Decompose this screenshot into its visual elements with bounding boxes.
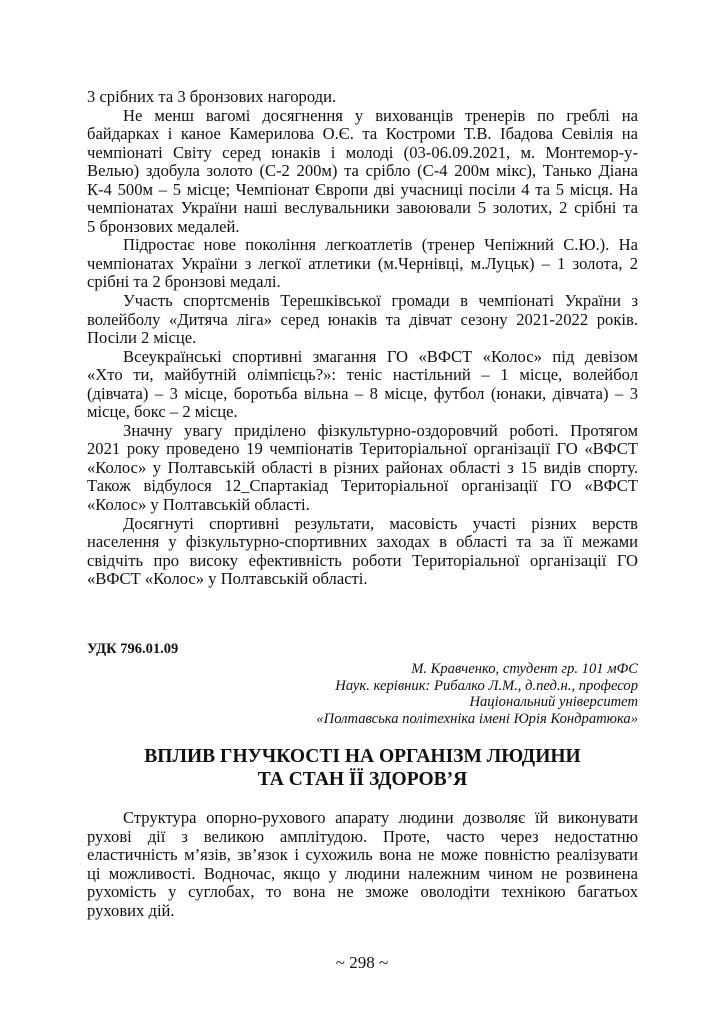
article-title [87,745,638,791]
text-line: срібні та 2 бронзові медалі. [87,273,281,292]
page-number: ~ 298 ~ [335,953,389,972]
body-text-top [87,88,638,589]
paragraph [87,236,638,292]
text-line: 5 бронзових медалей. [87,217,240,236]
text-line: «ВФСТ «Колос» у Полтавській області. [87,570,368,589]
body-text-bottom [87,809,638,920]
text-line: чемпіонатах України з легкої атлетики (м.Чернівці, м.Луцьк) – 1 золота, 2 [87,254,638,273]
text-line: 2021 року проведено 19 чемпіонатів Територіальної організації ГО «ВФСТ [87,440,638,459]
text-line: Структура опорно-рухового апарату людини дозволяє їй виконувати [123,809,638,827]
udk-code: УДК 796.01.09 [87,641,179,657]
text-line: «Колос» у Полтавській області. [87,496,310,515]
paragraph [87,292,638,348]
text-line: Також відбулося 12_Спартакіад Територіальної організації ГО «ВФСТ [87,477,638,496]
paragraph [87,515,638,589]
text-line: байдарках і каное Камерилова О.Є. та Костроми Т.В. Ібадова Севілія на [87,125,638,144]
text-line: (дівчата) – 3 місце, боротьба вільна – 8 місце, футбол (юнаки, дівчата) – 3 [87,384,638,403]
text-line: свідчіть про високу ефективність роботи Територіальної організації ГО [87,551,638,570]
text-line: рухомість у суглобах, то вона не зможе оволодіти технікою багатьох [87,883,638,902]
supervisor-line: Наук. керівник: Рибалко Л.М., д.пед.н., професор [335,677,638,694]
text-line: «Колос» у Полтавській області в різних районах області з 15 видів спорту. [87,458,638,477]
university-name-line: «Полтавська політехніка імені Юрія Кондратюка» [316,710,638,727]
text-line: К-4 500м – 5 місце; Чемпіонат Європи дві учасниці посіли 4 та 5 місця. На [87,180,638,199]
text-line: рухових дій. [87,901,175,920]
text-line: волейболу «Дитяча ліга» серед юнаків та дівчат сезону 2021-2022 років. [87,310,638,329]
text-line: рухові дії з великою амплітудою. Проте, часто через недостатню [87,827,638,846]
paragraph [87,348,638,422]
text-line: місце, бокс – 2 місце. [87,403,238,422]
text-line: Підростає нове покоління легкоатлетів (тренер Чепіжний С.Ю.). На [123,236,638,255]
text-line: чемпіонатах України наші веслувальники завоювали 5 золотих, 2 срібні та [87,199,638,218]
text-line: чемпіонаті Світу серед юнаків і молоді (03-06.09.2021, м. Монтемор-у- [87,143,638,162]
university-line: Національний університет [469,694,638,710]
text-line: «Хто ти, майбутній олімпієць?»: теніс настільний – 1 місце, волейбол [87,366,638,385]
text-line: населення у фізкультурно-спортивних заходах в області та за її межами [87,533,638,552]
author-line: М. Кравченко, студент гр. 101 мФС [411,661,638,677]
title-line: ВПЛИВ ГНУЧКОСТІ НА ОРГАНІЗМ ЛЮДИНИ [144,746,581,767]
text-line: Досягнуті спортивні результати, масовість участі різних верств [123,514,638,533]
title-line: ТА СТАН ЇЇ ЗДОРОВ’Я [257,769,468,790]
text-line: Велью) здобула золото (С-2 200м) та срібло (С-4 200м мікс), Танько Діана [87,162,638,181]
text-line: ці можливості. Водночас, якщо у людини належним чином не розвинена [87,864,638,883]
paragraph [87,88,638,107]
text-line: 3 срібних та 3 бронзових нагороди. [87,88,337,106]
author-info [87,661,638,727]
paragraph [87,809,638,920]
text-line: Всеукраїнські спортивні змагання ГО «ВФСТ «Колос» під девізом [123,347,638,366]
paragraph [87,107,638,237]
text-line: еластичність м’язів, зв’язок і сухожиль вона не може повністю реалізувати [87,846,638,865]
text-line: Не менш вагомі досягнення у вихованців тренерів по греблі на [123,106,638,125]
text-line: Участь спортсменів Терешківської громади в чемпіонаті України з [123,292,638,311]
text-line: Значну увагу приділено фізкультурно-оздоровчий роботі. Протягом [123,421,638,440]
text-line: Посіли 2 місце. [87,329,197,348]
paragraph [87,422,638,515]
